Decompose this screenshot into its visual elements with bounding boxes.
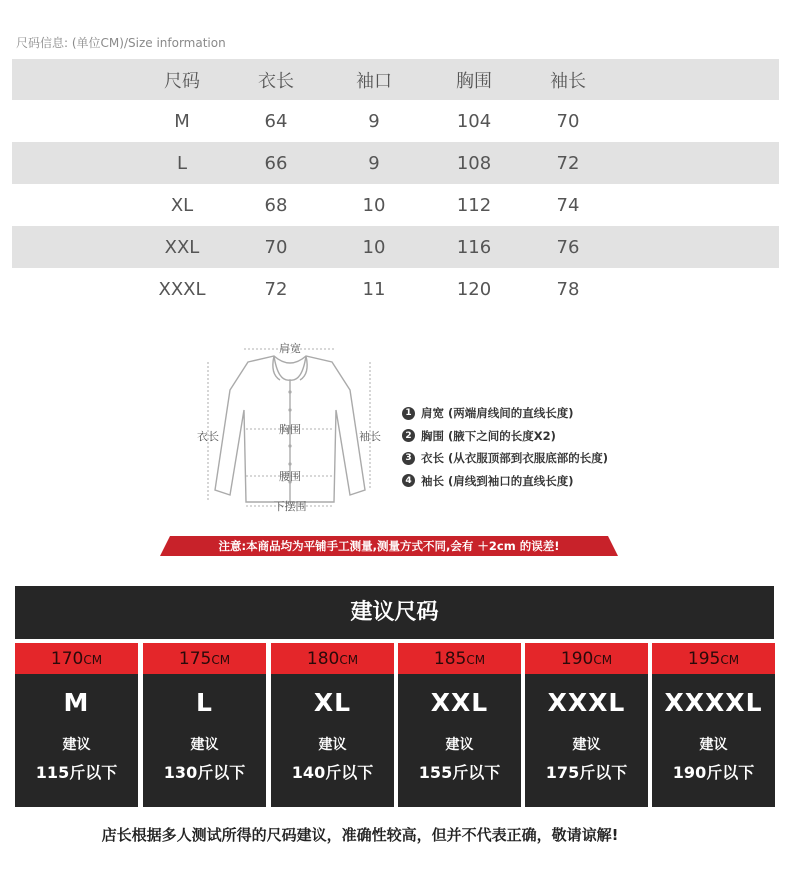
table-cell: 10 [362, 236, 386, 258]
weight-value: 115斤以下 [35, 763, 118, 782]
measurement-legend [402, 402, 608, 492]
size-card [15, 643, 138, 807]
height-value: 175 [178, 649, 212, 669]
height-label [143, 643, 266, 674]
label-sleeve: 袖长 [359, 430, 381, 443]
legend-item [402, 425, 608, 448]
height-value: 195 [687, 649, 721, 669]
height-value: 185 [433, 649, 467, 669]
label-length: 衣长 [197, 430, 219, 443]
size-card [143, 643, 266, 807]
number-badge: 3 [402, 452, 415, 465]
size-card [271, 643, 394, 807]
size-card [398, 643, 521, 807]
table-cell: M [174, 110, 190, 132]
legend-item [402, 402, 608, 425]
table-row [12, 142, 779, 184]
height-unit: CM [339, 653, 359, 667]
table-cell: 120 [456, 278, 492, 300]
suggest-label: 建议 [318, 737, 347, 753]
size-value: XXXXL [664, 688, 763, 717]
height-unit: CM [211, 653, 231, 667]
table-header-cell: 袖长 [550, 70, 586, 92]
size-value: XL [313, 688, 352, 717]
table-cell: 72 [264, 278, 288, 300]
label-shoulder: 肩宽 [279, 342, 301, 355]
section-title: 建议尺码 [15, 586, 774, 639]
disclaimer-text: 店长根据多人测试所得的尺码建议，准确性较高，但并不代表正确，敬请谅解! [101, 826, 619, 844]
height-label [652, 643, 775, 674]
label-hem: 下摆围 [273, 500, 307, 513]
size-value: L [196, 688, 213, 717]
table-header-cell: 衣长 [258, 70, 294, 92]
table-cell: 112 [456, 194, 492, 216]
size-card [652, 643, 775, 807]
table-cell: XXL [164, 236, 200, 258]
shirt-measurement-diagram [190, 330, 390, 520]
label-chest: 胸围 [279, 423, 301, 436]
table-header-cell: 袖口 [356, 70, 392, 92]
table-row [12, 226, 779, 268]
table-cell: 68 [264, 194, 288, 216]
legend-item [402, 470, 608, 493]
suggest-label: 建议 [572, 737, 601, 753]
size-value: XXL [430, 688, 489, 717]
height-unit: CM [83, 653, 103, 667]
table-row [12, 184, 779, 226]
height-value: 190 [560, 649, 594, 669]
height-unit: CM [593, 653, 613, 667]
table-cell: XXXL [158, 278, 206, 300]
height-unit: CM [466, 653, 486, 667]
legend-text: 衣长 (从衣服顶部到衣服底部的长度) [421, 451, 609, 466]
table-cell: XL [170, 194, 194, 216]
height-label [398, 643, 521, 674]
table-cell: 72 [556, 152, 580, 174]
table-cell: 78 [556, 278, 580, 300]
table-cell: 74 [556, 194, 580, 216]
suggest-label: 建议 [190, 737, 219, 753]
weight-value: 140斤以下 [291, 763, 374, 782]
table-cell: 10 [362, 194, 386, 216]
table-cell: 70 [556, 110, 580, 132]
size-info-caption: 尺码信息: (单位CM)/Size information [16, 36, 226, 50]
table-cell: 66 [264, 152, 288, 174]
number-badge: 1 [402, 407, 415, 420]
notice-text: 注意:本商品均为平铺手工测量,测量方式不同,会有 ＋2cm 的误差! [218, 539, 560, 553]
size-card [525, 643, 648, 807]
weight-value: 155斤以下 [418, 763, 501, 782]
legend-text: 袖长 (肩线到袖口的直线长度) [421, 473, 574, 488]
table-cell: 70 [264, 236, 288, 258]
height-value: 170 [50, 649, 84, 669]
recommended-size-section [15, 586, 775, 808]
legend-text: 肩宽 (两端肩线间的直线长度) [421, 406, 574, 421]
table-header-cell: 尺码 [164, 70, 200, 92]
table-cell: 9 [368, 152, 380, 174]
weight-value: 190斤以下 [672, 763, 755, 782]
size-table [12, 59, 779, 310]
legend-text: 胸围 (腋下之间的长度X2) [421, 428, 556, 443]
size-value: M [63, 688, 90, 717]
label-waist: 腰围 [279, 470, 301, 483]
height-label [271, 643, 394, 674]
table-cell: 116 [456, 236, 492, 258]
suggest-label: 建议 [62, 737, 91, 753]
table-cell: 76 [556, 236, 580, 258]
table-row [12, 100, 779, 142]
table-cell: 108 [456, 152, 492, 174]
weight-value: 130斤以下 [163, 763, 246, 782]
number-badge: 2 [402, 429, 415, 442]
table-header-row [12, 59, 779, 100]
table-cell: 11 [362, 278, 386, 300]
height-value: 180 [306, 649, 340, 669]
size-value: XXXL [547, 688, 626, 717]
number-badge: 4 [402, 474, 415, 487]
table-row [12, 268, 779, 310]
table-cell: 9 [368, 110, 380, 132]
height-unit: CM [720, 653, 740, 667]
legend-item [402, 447, 608, 470]
table-header-cell: 胸围 [456, 70, 492, 92]
table-cell: 64 [264, 110, 288, 132]
table-cell: L [176, 152, 188, 174]
weight-value: 175斤以下 [545, 763, 628, 782]
measurement-notice-banner [160, 536, 618, 556]
suggest-label: 建议 [699, 737, 728, 753]
table-cell: 104 [456, 110, 492, 132]
height-label [525, 643, 648, 674]
suggest-label: 建议 [445, 737, 474, 753]
height-label [15, 643, 138, 674]
